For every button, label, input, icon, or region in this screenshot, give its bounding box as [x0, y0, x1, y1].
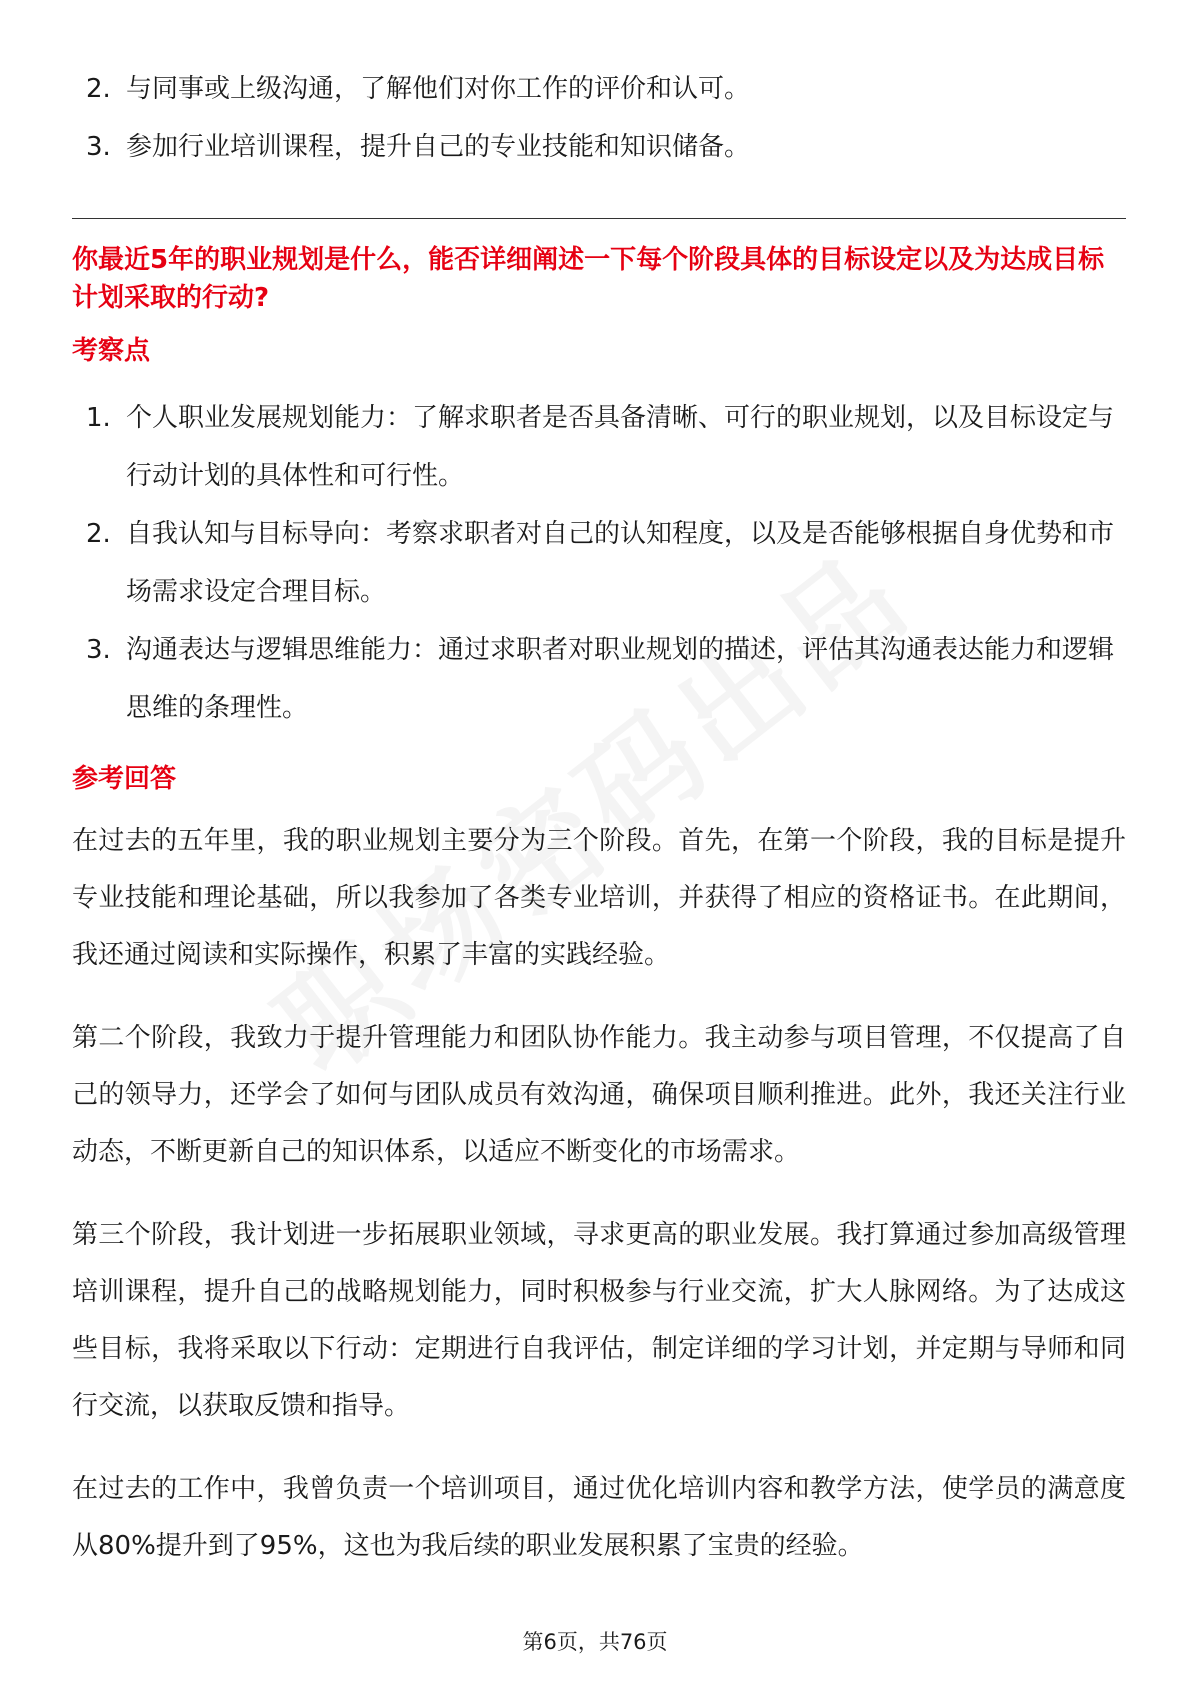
answer-paragraph: 第二个阶段，我致力于提升管理能力和团队协作能力。我主动参与项目管理，不仅提高了自己的领导力，还学会了如何与团队成员有效沟通，确保项目顺利推进。此外，我还关注行业动态，不断更新自己的知识体系，以适应不断变化的市场需求。 — [72, 1023, 1126, 1167]
list-number: 2. — [86, 74, 111, 104]
list-text: 参加行业培训课程，提升自己的专业技能和知识储备。 — [126, 132, 751, 162]
answer-heading: 参考回答 — [72, 764, 177, 794]
page-number: 第6页，共76页 — [522, 1630, 668, 1654]
list-number: 1. — [86, 403, 111, 433]
assessment-points-list — [72, 389, 1126, 737]
previous-points-list — [72, 60, 1126, 176]
list-number: 3. — [86, 132, 111, 162]
answer-paragraph: 第三个阶段，我计划进一步拓展职业领域，寻求更高的职业发展。我打算通过参加高级管理培训课程，提升自己的战略规划能力，同时积极参与行业交流，扩大人脉网络。为了达成这些目标，我将采取以下行动：定期进行自我评估，制定详细的学习计划，并定期与导师和同行交流，以获取反馈和指导。 — [72, 1220, 1126, 1421]
interview-question: 你最近5年的职业规划是什么，能否详细阐述一下每个阶段具体的目标设定以及为达成目标计划采取的行动? — [72, 245, 1105, 313]
answer-paragraph: 在过去的工作中，我曾负责一个培训项目，通过优化培训内容和教学方法，使学员的满意度从80%提升到了95%，这也为我后续的职业发展积累了宝贵的经验。 — [72, 1474, 1126, 1561]
section-divider — [72, 218, 1126, 219]
points-heading: 考察点 — [72, 336, 151, 366]
list-text: 与同事或上级沟通，了解他们对你工作的评价和认可。 — [126, 74, 751, 104]
list-number: 3. — [86, 635, 111, 665]
list-item — [72, 621, 1126, 737]
answer-paragraph: 在过去的五年里，我的职业规划主要分为三个阶段。首先，在第一个阶段，我的目标是提升专业技能和理论基础，所以我参加了各类专业培训，并获得了相应的资格证书。在此期间，我还通过阅读和实际操作，积累了丰富的实践经验。 — [72, 826, 1126, 970]
list-text: 自我认知与目标导向：考察求职者对自己的认知程度，以及是否能够根据自身优势和市场需求设定合理目标。 — [126, 519, 1115, 607]
list-item — [72, 389, 1126, 505]
list-item — [72, 505, 1126, 621]
list-item — [72, 60, 1126, 118]
list-item — [72, 118, 1126, 176]
list-number: 2. — [86, 519, 111, 549]
list-text: 个人职业发展规划能力：了解求职者是否具备清晰、可行的职业规划，以及目标设定与行动计划的具体性和可行性。 — [126, 403, 1115, 491]
list-text: 沟通表达与逻辑思维能力：通过求职者对职业规划的描述，评估其沟通表达能力和逻辑思维的条理性。 — [126, 635, 1115, 723]
page-content — [72, 60, 1126, 1601]
